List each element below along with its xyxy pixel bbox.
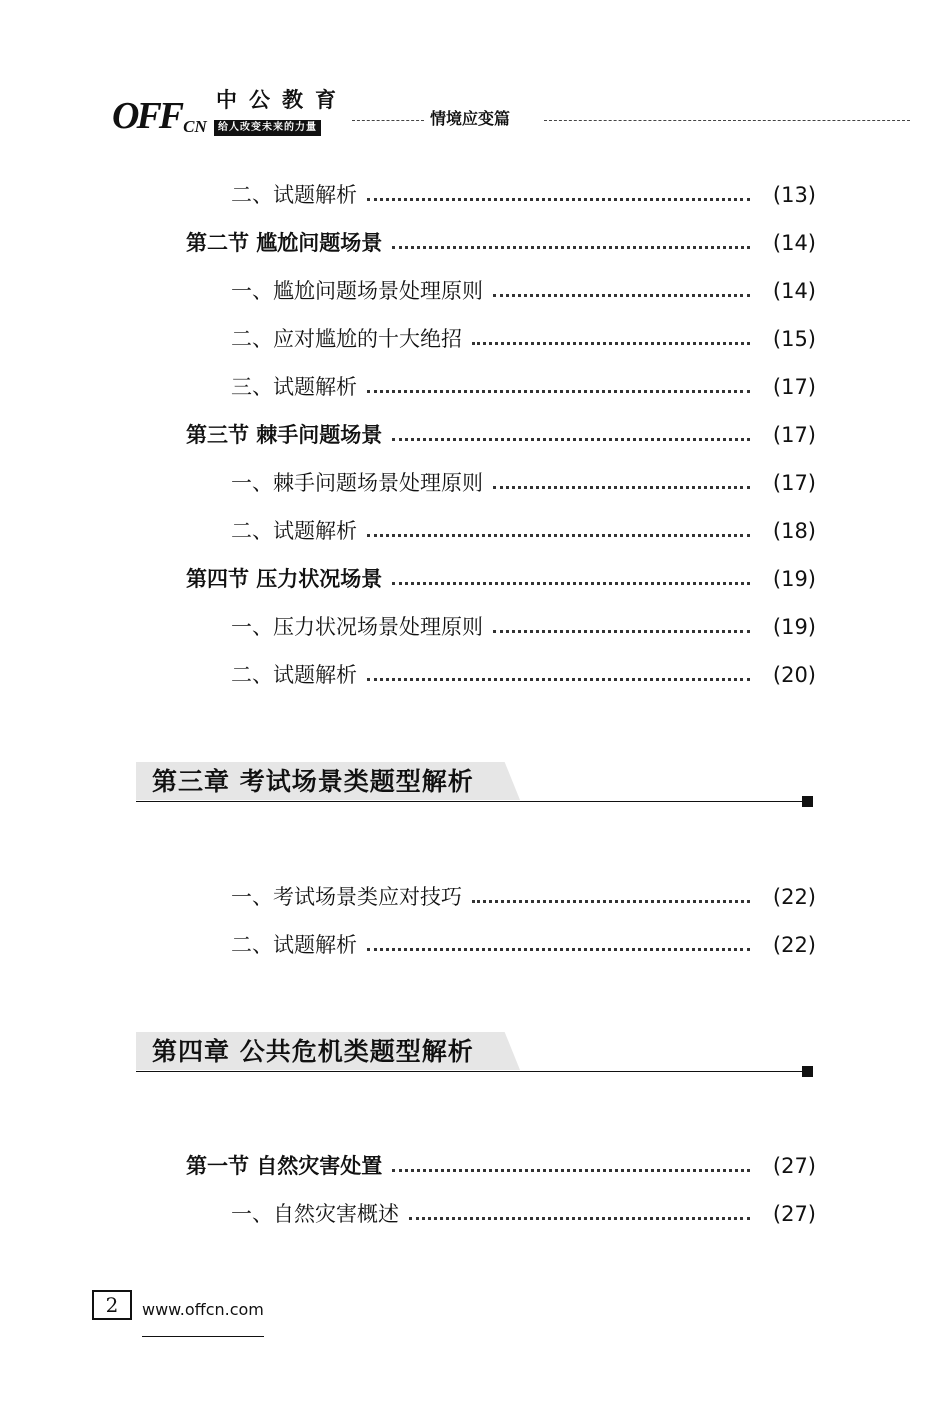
toc-entry-label: 一、考试场景类应对技巧 — [231, 882, 472, 912]
toc-entry[interactable] — [0, 1151, 950, 1185]
footer-url[interactable]: www.offcn.com — [142, 1300, 264, 1319]
toc-entry[interactable] — [0, 612, 950, 646]
toc-entry-page: (15) — [772, 327, 816, 351]
toc-entry-label: 二、试题解析 — [231, 180, 367, 210]
toc-leader-dots — [409, 1217, 750, 1220]
toc-entry[interactable] — [0, 564, 950, 598]
toc-leader-dots — [367, 198, 750, 201]
toc-entry-label: 一、棘手问题场景处理原则 — [231, 468, 493, 498]
toc-leader-dots — [472, 900, 750, 903]
toc-entry-page: (18) — [772, 519, 816, 543]
toc-entry-label: 三、试题解析 — [231, 372, 367, 402]
header-section-title: 情境应变篇 — [430, 109, 511, 128]
toc-leader-dots — [392, 246, 750, 249]
offcn-logo — [112, 96, 205, 143]
toc-entry[interactable] — [0, 468, 950, 502]
toc-entry-page: (20) — [772, 663, 816, 687]
toc-leader-dots — [493, 294, 750, 297]
chapter-rule-end-square — [802, 1066, 813, 1077]
logo-slogan: 给人改变未来的力量 — [214, 120, 321, 136]
toc-entry-page: (27) — [772, 1154, 816, 1178]
toc-entry[interactable] — [0, 324, 950, 358]
toc-entry-page: (27) — [772, 1202, 816, 1226]
chapter-title: 第四章 公共危机类题型解析 — [152, 1037, 474, 1066]
toc-entry-label: 第三节 棘手问题场景 — [186, 420, 392, 450]
logo-title: 中公教育 — [216, 88, 348, 112]
toc-leader-dots — [392, 438, 750, 441]
toc-entry-label: 二、试题解析 — [231, 930, 367, 960]
toc-entry-page: (19) — [772, 567, 816, 591]
toc-entry-label: 一、压力状况场景处理原则 — [231, 612, 493, 642]
toc-entry[interactable] — [0, 420, 950, 454]
toc-entry-page: (19) — [772, 615, 816, 639]
logo-mark-text: OFF — [112, 95, 182, 137]
toc-entry-page: (17) — [772, 375, 816, 399]
chapter-title: 第三章 考试场景类题型解析 — [152, 767, 474, 796]
toc-entry-page: (22) — [772, 885, 816, 909]
toc-leader-dots — [392, 1169, 750, 1172]
toc-entry[interactable] — [0, 882, 950, 916]
toc-leader-dots — [367, 390, 750, 393]
toc-leader-dots — [472, 342, 750, 345]
toc-entry-page: (17) — [772, 423, 816, 447]
toc-entry-label: 第一节 自然灾害处置 — [186, 1151, 392, 1181]
toc-entry[interactable] — [0, 228, 950, 262]
chapter-4-heading — [136, 1032, 816, 1084]
toc-entry[interactable] — [0, 180, 950, 214]
toc-entry-page: (13) — [772, 183, 816, 207]
toc-entry[interactable] — [0, 372, 950, 406]
chapter-rule-end-square — [802, 796, 813, 807]
header-divider-left — [352, 120, 424, 121]
toc-entry-page: (14) — [772, 231, 816, 255]
toc-entry-page: (17) — [772, 471, 816, 495]
toc-leader-dots — [367, 678, 750, 681]
toc-entry-label: 第二节 尴尬问题场景 — [186, 228, 392, 258]
toc-entry[interactable] — [0, 516, 950, 550]
toc-leader-dots — [367, 948, 750, 951]
toc-entry[interactable] — [0, 1199, 950, 1233]
toc-entry-label: 二、试题解析 — [231, 660, 367, 690]
toc-entry-page: (14) — [772, 279, 816, 303]
toc-leader-dots — [392, 582, 750, 585]
toc-leader-dots — [493, 630, 750, 633]
footer-rule — [142, 1336, 264, 1337]
chapter-3-heading — [136, 762, 816, 814]
toc-entry-label: 二、应对尴尬的十大绝招 — [231, 324, 472, 354]
chapter-rule — [136, 1071, 808, 1072]
toc-entry[interactable] — [0, 660, 950, 694]
page-header — [0, 0, 950, 150]
header-divider-right — [544, 120, 910, 121]
toc-entry-label: 一、自然灾害概述 — [231, 1199, 409, 1229]
toc-entry[interactable] — [0, 930, 950, 964]
logo-cn-text: CN — [183, 117, 207, 136]
toc-leader-dots — [367, 534, 750, 537]
page-number-box: 2 — [92, 1290, 132, 1320]
toc-entry-label: 二、试题解析 — [231, 516, 367, 546]
toc-entry-label: 一、尴尬问题场景处理原则 — [231, 276, 493, 306]
toc-entry[interactable] — [0, 276, 950, 310]
toc-entry-label: 第四节 压力状况场景 — [186, 564, 392, 594]
toc-entry-page: (22) — [772, 933, 816, 957]
toc-leader-dots — [493, 486, 750, 489]
chapter-rule — [136, 801, 808, 802]
